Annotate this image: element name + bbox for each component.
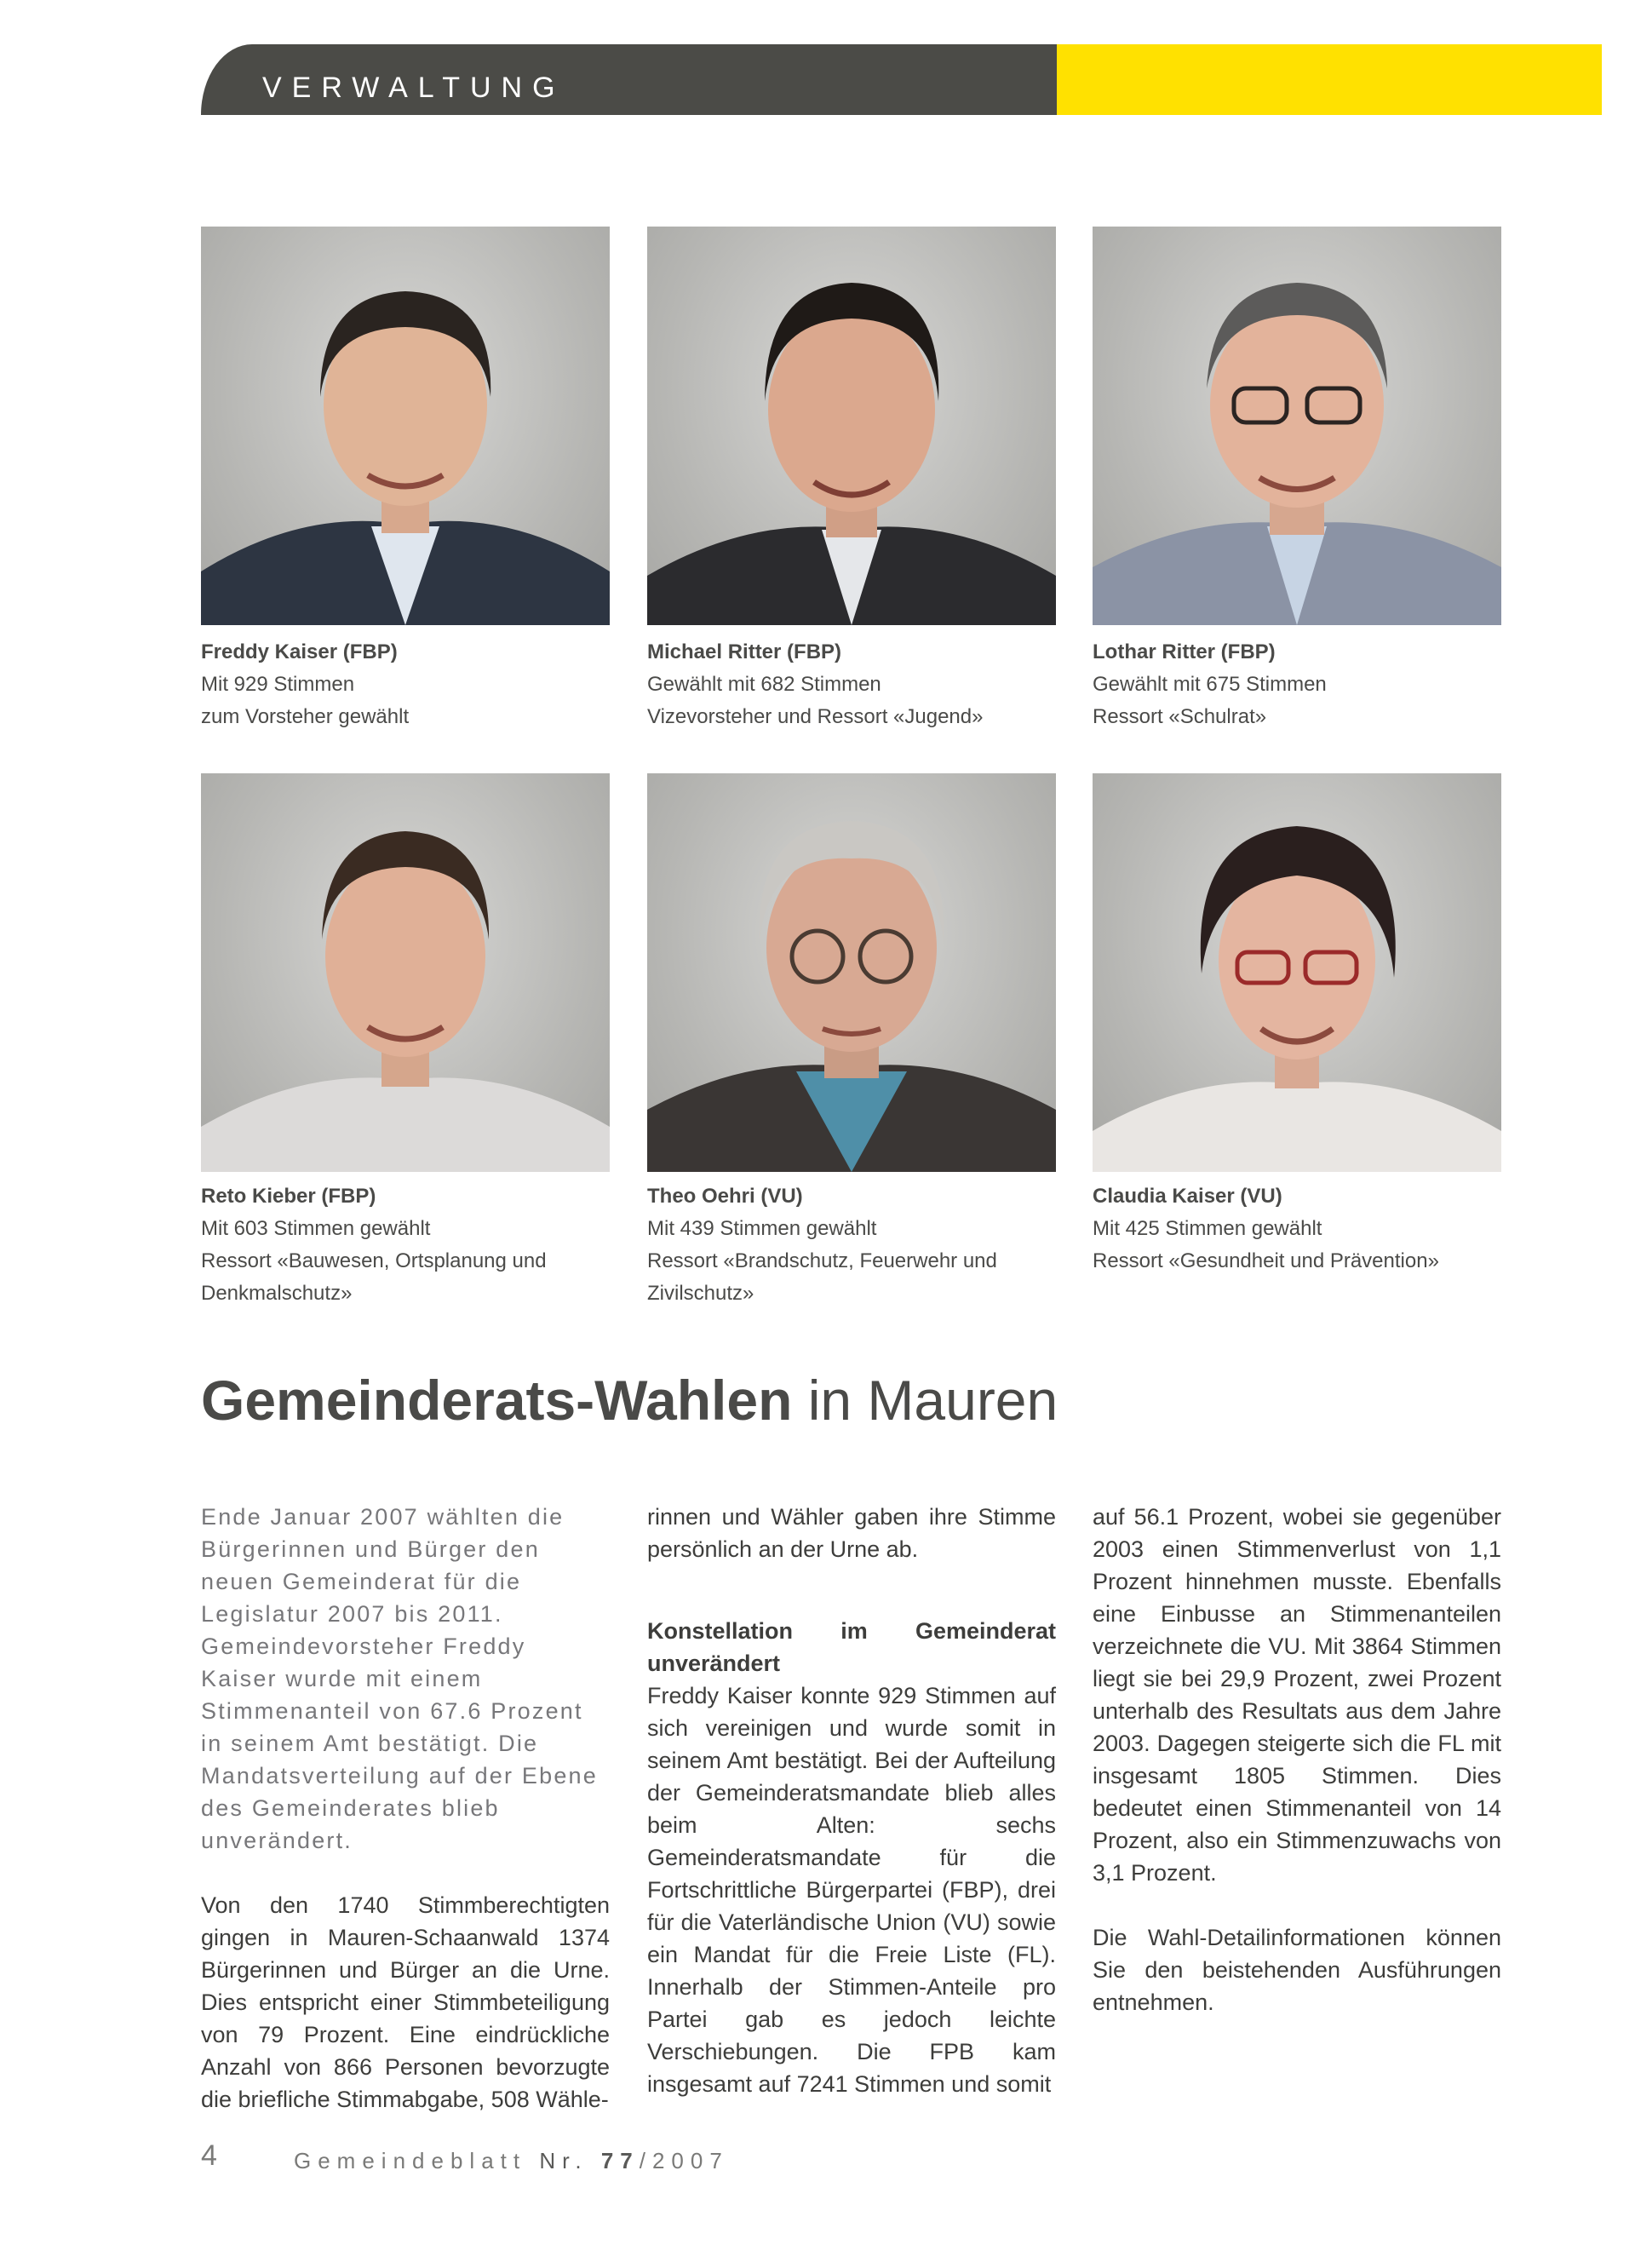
article-headline (201, 1369, 1058, 1432)
article-paragraph: Von den 1740 Stimmberechtigten gingen in Mauren-Schaanwald 1374 Bürgerinnen und Bürger an die Urne. Dies entspricht einer Stimmbeteiligung von 79 Prozent. Eine eindrückliche Anzahl von 866 Personen bevorzugte die briefliche Stimmabgabe, 508 Wähle- (201, 1892, 610, 2112)
article-subheading: Konstellation im Gemeinderat unverändert (647, 1618, 1056, 1676)
member-role: Ressort «Bauwesen, Ortsplanung und (201, 1249, 547, 1272)
caption-michael-ritter (647, 636, 1056, 733)
article-column-3 (1093, 1501, 1501, 2018)
member-role-cont: Zivilschutz» (647, 1282, 754, 1305)
article-paragraph: Die Wahl-Detailinformationen können Sie den beistehenden Ausführungen entnehmen. (1093, 1925, 1501, 2015)
article-column-1 (201, 1501, 610, 2116)
member-votes: Mit 425 Stimmen gewählt (1093, 1217, 1322, 1240)
portrait-reto-kieber (201, 773, 610, 1172)
portrait-michael-ritter (647, 227, 1056, 625)
member-name: Lothar Ritter (FBP) (1093, 640, 1276, 663)
member-votes: Mit 603 Stimmen gewählt (201, 1217, 431, 1240)
headline-rest: in Mauren (792, 1369, 1058, 1432)
issue-number: 77 (600, 2148, 640, 2173)
portrait-freddy-kaiser (201, 227, 610, 625)
section-header-accent (1057, 44, 1602, 115)
member-votes: Mit 439 Stimmen gewählt (647, 1217, 877, 1240)
section-title: VERWALTUNG (262, 72, 565, 104)
member-name: Freddy Kaiser (FBP) (201, 640, 398, 663)
member-role: Vizevorsteher und Ressort «Jugend» (647, 705, 984, 728)
member-name: Claudia Kaiser (VU) (1093, 1185, 1282, 1208)
member-votes: Gewählt mit 682 Stimmen (647, 673, 881, 696)
caption-theo-oehri (647, 1180, 1056, 1310)
caption-lothar-ritter (1093, 636, 1501, 733)
portrait-lothar-ritter (1093, 227, 1501, 625)
headline-bold: Gemeinderats-Wahlen (201, 1369, 793, 1432)
portrait-claudia-kaiser (1093, 773, 1501, 1172)
member-role: Ressort «Gesundheit und Prävention» (1093, 1249, 1439, 1272)
page-number: 4 (201, 2139, 217, 2172)
footer-publication (294, 2148, 729, 2174)
article-paragraph: rinnen und Wähler gaben ihre Stimme persönlich an der Urne ab. (647, 1504, 1056, 1562)
caption-freddy-kaiser (201, 636, 610, 733)
article-paragraph: Freddy Kaiser konnte 929 Stimmen auf sich vereinigen und wurde somit in seinem Amt bestätigt. Bei der Aufteilung der Gemeinderatsmandate blieb alles beim Alten: sechs Gemeinderatsmandate für die Fortschrittliche Bürgerpartei (FBP), drei für die Vaterländische Union (VU) sowie ein Mandat für die Freie Liste (FL). Innerhalb der Stimmen-Anteile pro Partei gab es jedoch leichte Verschiebungen. Die FPB kam insgesamt auf 7241 Stimmen und somit (647, 1683, 1056, 2097)
publication-name: Gemeindeblatt (294, 2148, 527, 2173)
article-column-2 (647, 1501, 1056, 2100)
article-lead: Ende Januar 2007 wählten die Bürgerinnen und Bürger den neuen Gemeinderat für die Legislatur 2007 bis 2011. Gemeindevorsteher Freddy Kaiser wurde mit einem Stimmenanteil von 67.6 Prozent in seinem Amt bestätigt. Die Mandatsverteilung auf der Ebene des Gemeinderates blieb unverändert. (201, 1504, 598, 1853)
issue-label: Nr. (539, 2148, 588, 2173)
caption-reto-kieber (201, 1180, 610, 1310)
member-votes: Mit 929 Stimmen (201, 673, 355, 696)
member-role: Ressort «Schulrat» (1093, 705, 1267, 728)
portrait-theo-oehri (647, 773, 1056, 1172)
caption-claudia-kaiser (1093, 1180, 1501, 1278)
member-role-cont: Denkmalschutz» (201, 1282, 353, 1305)
article-paragraph: auf 56.1 Prozent, wobei sie gegenüber 2003 einen Stimmenverlust von 1,1 Prozent hinnehmen musste. Ebenfalls eine Einbusse an Stimmenanteilen verzeichnete die VU. Mit 3864 Stimmen liegt sie bei 29,9 Prozent, zwei Prozent unterhalb des Resultats aus dem Jahre 2003. Dagegen steigerte sich die FL mit insgesamt 1805 Stimmen. Dies bedeutet einen Stimmenanteil von 14 Prozent, also ein Stimmenzuwachs von 3,1 Prozent. (1093, 1504, 1501, 1886)
member-name: Michael Ritter (FBP) (647, 640, 842, 663)
issue-year: /2007 (639, 2148, 729, 2173)
member-votes: Gewählt mit 675 Stimmen (1093, 673, 1327, 696)
member-name: Theo Oehri (VU) (647, 1185, 803, 1208)
member-role: Ressort «Brandschutz, Feuerwehr und (647, 1249, 997, 1272)
member-name: Reto Kieber (FBP) (201, 1185, 376, 1208)
member-role: zum Vorsteher gewählt (201, 705, 410, 728)
